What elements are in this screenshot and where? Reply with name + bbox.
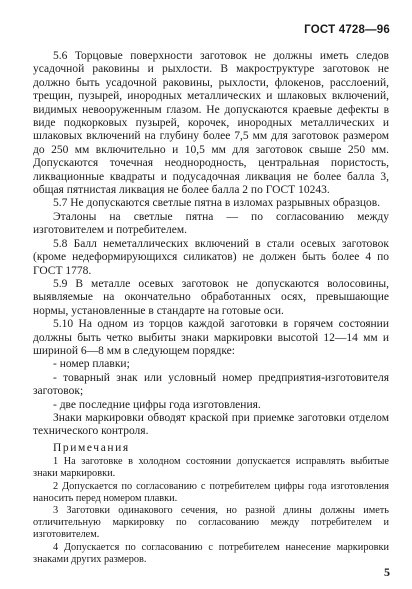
notes-heading: Примечания [53, 441, 130, 454]
list-item: - номер плавки; [53, 358, 130, 371]
note-item: 3 Заготовки одинакового сечения, но разной длины должны иметь отличительную маркировку по согласованию между потребителем и изготовителем. [33, 505, 389, 540]
clause-5-10: 5.10 На одном из торцов каждой заготовки в горячем состоянии должны быть четко выбиты знаки маркировки высотой 12—14 мм и шириной 6—8 мм в следующем порядке: [33, 318, 389, 357]
note-item: 1 На заготовке в холодном состоянии допускается исправлять выбитые знаки маркировки. [33, 456, 389, 479]
list-item: - две последние цифры года изготовления. [53, 398, 261, 411]
page-number: 5 [384, 565, 390, 579]
marking-outline-text: Знаки маркировки обводят краской при приемке заготовки отделом технического контроля. [33, 411, 389, 438]
note-item: 4 Допускается по согласованию с потребителем нанесение маркировки знаками других размеров. [33, 541, 389, 565]
clause-5-7: 5.7 Не допускаются светлые пятна в изломах разрывных образцов. [53, 197, 381, 210]
document-body [33, 50, 389, 565]
list-item: - товарный знак или условный номер предприятия-изготовителя заготовок; [33, 371, 389, 398]
clause-5-9: 5.9 В металле осевых заготовок не допускаются волосовины, выявляемые на окончательно обработанных осях, превышающие нормы, установленные в стандарте на готовые оси. [33, 277, 389, 317]
clause-5-7-note: Эталоны на светлые пятна — по согласованию между изготовителем и потребителем. [33, 210, 389, 237]
standard-code-header: ГОСТ 4728—96 [304, 24, 390, 36]
note-item: 2 Допускается по согласованию с потребителем цифры года изготовления наносить перед номером плавки. [33, 480, 389, 504]
clause-5-8: 5.8 Балл неметаллических включений в стали осевых заготовок (кроме недеформирующихся силикатов) не должен быть более 4 по ГОСТ 1778. [33, 237, 389, 277]
clause-5-6: 5.6 Торцовые поверхности заготовок не должны иметь следов усадочной раковины и рыхлости. В макроструктуре заготовок не должно быть усадочной раковины, рыхлости, флокенов, расслоений, трещин, пузырей, инородных металлических и шлаковых включений, видимых невооруженным глазом. Не допускаются краевые дефекты в виде подкорковых пузырей, корочек, инородных металлических и шлаковых включений на глубину более 7,5 мм для заготовок размером до 250 мм включительно и 10,5 мм для заготовок свыше 250 мм. Допускаются точечная неоднородность, центральная пористость, ликвационные квадраты и подусадочная ликвация не более балла 3, общая пятнистая ликвация не более балла 2 по ГОСТ 10243. [33, 50, 389, 197]
